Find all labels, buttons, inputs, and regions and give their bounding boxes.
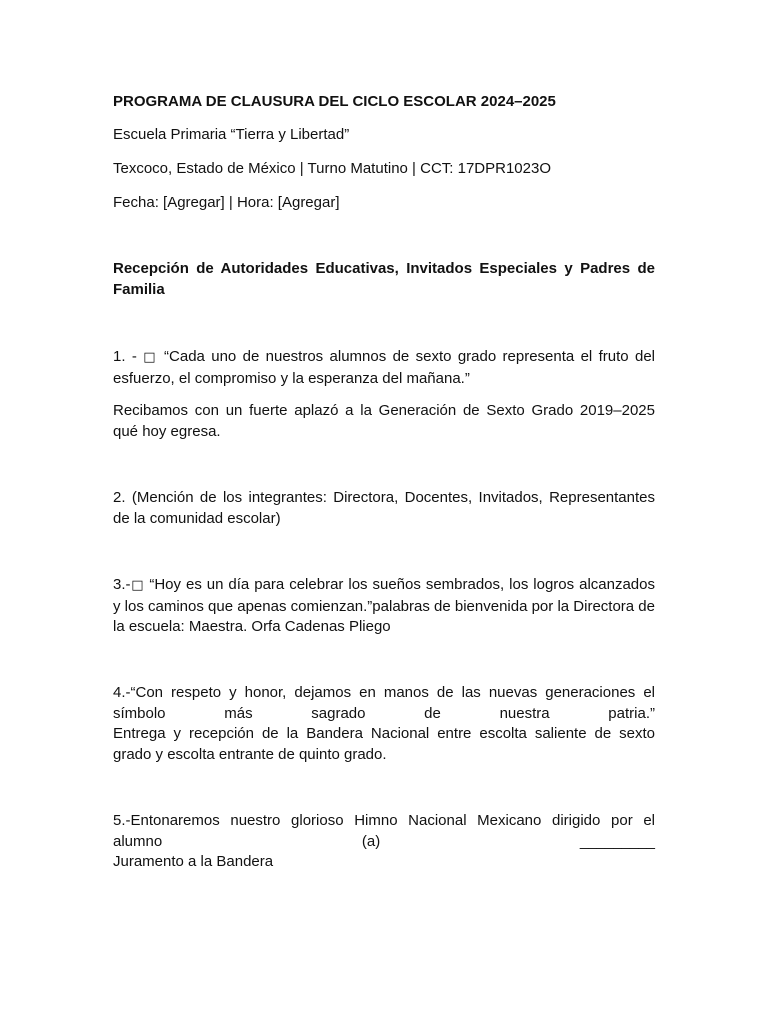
item-1-quote [113,347,655,389]
school-name: Escuela Primaria “Tierra y Libertad” [113,126,350,143]
item-4-flag-handover: Entrega y recepción de la Bandera Nacional entre escolta saliente de sexto grado y escolta entrante de quinto grado. [113,725,655,763]
date-time-line: Fecha: [Agregar] | Hora: [Agregar] [113,194,340,211]
item-1-quote-text: “Cada uno de nuestros alumnos de sexto grado representa el fruto del esfuerzo, el compromiso y la esperanza del mañana.” [113,348,655,387]
item-5-anthem: 5.-Entonaremos nuestro glorioso Himno Nacional Mexicano dirigido por el alumno (a) _________ [113,812,655,850]
item-1-number: 1. - [113,348,144,365]
program-title: PROGRAMA DE CLAUSURA DEL CICLO ESCOLAR 2024–2025 [113,93,556,110]
item-5-oath: Juramento a la Bandera [113,853,274,870]
item-2: 2. (Mención de los integrantes: Directora, Docentes, Invitados, Representantes de la comunidad escolar) [113,489,655,527]
section-heading: Recepción de Autoridades Educativas, Invitados Especiales y Padres de Familia [113,260,655,298]
school-location: Texcoco, Estado de México | Turno Matutino | CCT: 17DPR1023O [113,160,552,177]
checkbox-glyph-icon: □ [143,350,158,365]
item-3-number: 3.- [113,576,131,593]
item-3-text: “Hoy es un día para celebrar los sueños sembrados, los logros alcanzados y los caminos que apenas comienzan.”palabras de bienvenida por la Directora de la escuela: Maestra. Orfa Cadenas Pliego [113,576,655,635]
item-4-quote: 4.-“Con respeto y honor, dejamos en manos de las nuevas generaciones el símbolo más sagrado de nuestra patria.” [113,684,655,722]
checkbox-glyph-icon: □ [130,578,145,593]
item-1-extra: Recibamos con un fuerte aplazó a la Generación de Sexto Grado 2019–2025 qué hoy egresa. [113,402,655,440]
item-3 [113,575,655,638]
